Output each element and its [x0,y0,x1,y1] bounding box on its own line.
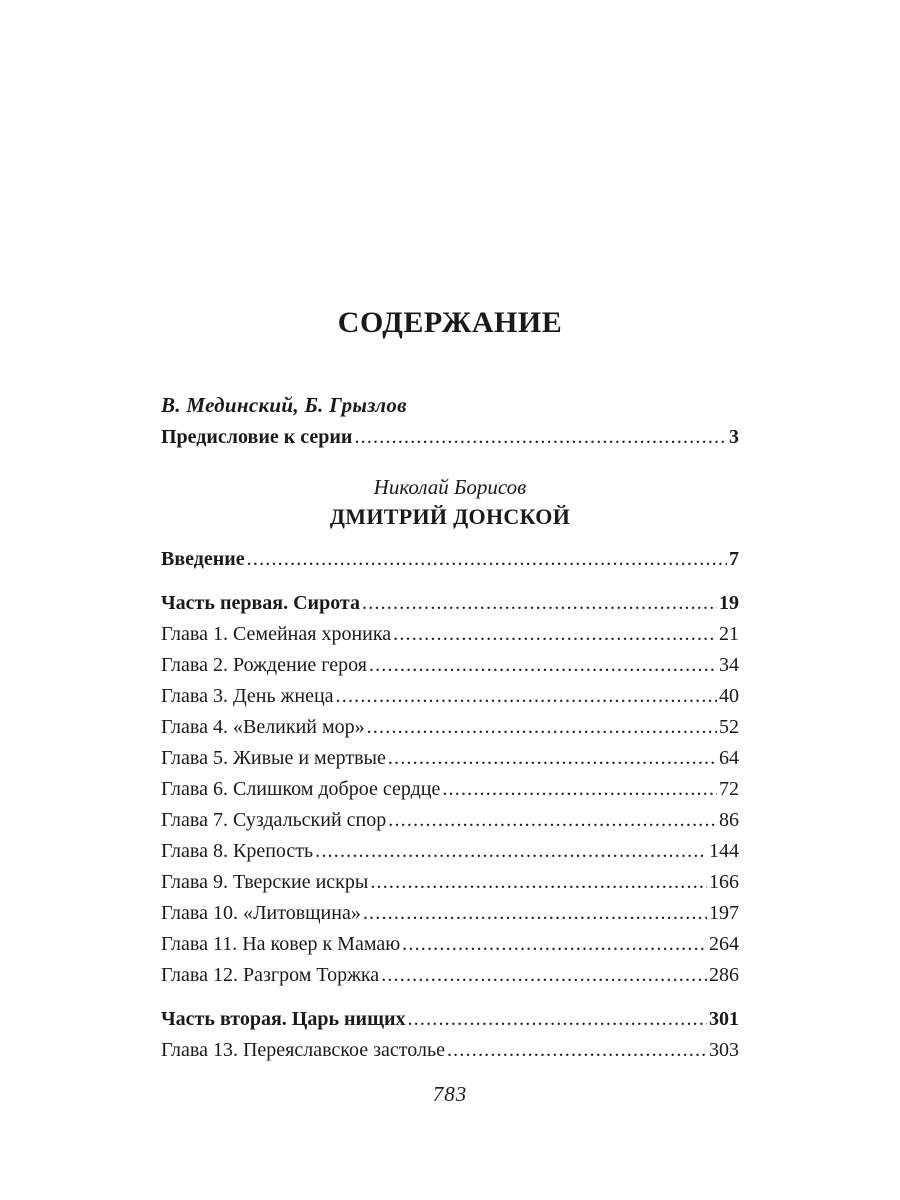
dot-leader [369,650,717,681]
toc-entry-page: 34 [719,654,739,676]
toc-entry-label: Глава 12. Разгром Торжка [161,964,380,986]
toc-entry-part-1 [161,588,739,619]
contents-heading: СОДЕРЖАНИЕ [337,306,563,339]
toc-entry-page: 40 [719,685,739,707]
dot-leader [381,960,707,991]
toc-entry-label: Введение [161,548,245,570]
toc-entry-page: 72 [719,778,739,800]
toc-entry-chapter-12 [161,960,739,991]
toc-entry-chapter-6 [161,774,739,805]
toc-entry-label: Глава 13. Переяславское застолье [161,1039,445,1061]
toc-entry-chapter-10 [161,898,739,929]
toc-entry-label: Глава 9. Тверские искры [161,871,369,893]
toc-entry-page: 144 [709,840,739,862]
toc-entry-part-2 [161,1004,739,1035]
book-section [161,475,739,1066]
preface-section [161,393,739,453]
dot-leader [447,1035,707,1066]
toc-entry-page: 52 [719,716,739,738]
toc-entry-intro [161,544,739,575]
dot-leader [370,867,707,898]
toc-entry-page: 21 [719,623,739,645]
dot-leader [354,422,727,453]
dot-leader [402,929,707,960]
toc-entry-label: Глава 8. Крепость [161,840,314,862]
dot-leader [407,1004,707,1035]
toc-entry-page: 86 [719,809,739,831]
toc-entry-label: Глава 11. На ковер к Мамаю [161,933,401,955]
toc-entry-chapter-5 [161,743,739,774]
toc-entry-page: 301 [709,1008,739,1030]
toc-entry-label: Глава 5. Живые и мертвые [161,747,386,769]
toc-entry-label: Глава 1. Семейная хроника [161,623,392,645]
dot-leader [367,712,717,743]
toc-entry-page: 3 [729,426,739,448]
toc-entry-label: Глава 10. «Литовщина» [161,902,361,924]
dot-leader [247,544,727,575]
dot-leader [388,743,717,774]
preface-authors: В. Мединский, Б. Грызлов [161,393,407,417]
toc-entry-chapter-8 [161,836,739,867]
toc-entry-page: 166 [709,871,739,893]
toc-entry-page: 264 [709,933,739,955]
toc-entry-preface [161,422,739,453]
toc-entry-page: 197 [709,902,739,924]
dot-leader [388,805,717,836]
toc-entry-chapter-13 [161,1035,739,1066]
toc-entry-label: Глава 4. «Великий мор» [161,716,365,738]
dot-leader [393,619,717,650]
toc-entry-page: 303 [709,1039,739,1061]
toc-entry-label: Часть первая. Сирота [161,592,360,614]
toc-entry-label: Глава 7. Суздальский спор [161,809,387,831]
book-title: ДМИТРИЙ ДОНСКОЙ [329,504,571,529]
toc-entry-chapter-3 [161,681,739,712]
toc-entry-chapter-11 [161,929,739,960]
dot-leader [442,774,717,805]
page-number: 783 [432,1082,468,1106]
toc-entry-chapter-7 [161,805,739,836]
toc-entry-chapter-2 [161,650,739,681]
toc-entry-page: 64 [719,747,739,769]
toc-entry-chapter-9 [161,867,739,898]
toc-entry-label: Часть вторая. Царь нищих [161,1008,406,1030]
toc-entry-page: 7 [729,548,739,570]
dot-leader [336,681,717,712]
toc-entry-page: 19 [719,592,739,614]
toc-entry-label: Предисловие к серии [161,426,353,448]
dot-leader [362,588,717,619]
toc-entry-label: Глава 2. Рождение героя [161,654,367,676]
toc-entry-page: 286 [709,964,739,986]
toc-entry-label: Глава 6. Слишком доброе сердце [161,778,441,800]
toc-entry-chapter-1 [161,619,739,650]
toc-entry-label: Глава 3. День жнеца [161,685,334,707]
toc-entry-chapter-4 [161,712,739,743]
dot-leader [363,898,707,929]
book-author: Николай Борисов [373,475,527,499]
dot-leader [315,836,707,867]
